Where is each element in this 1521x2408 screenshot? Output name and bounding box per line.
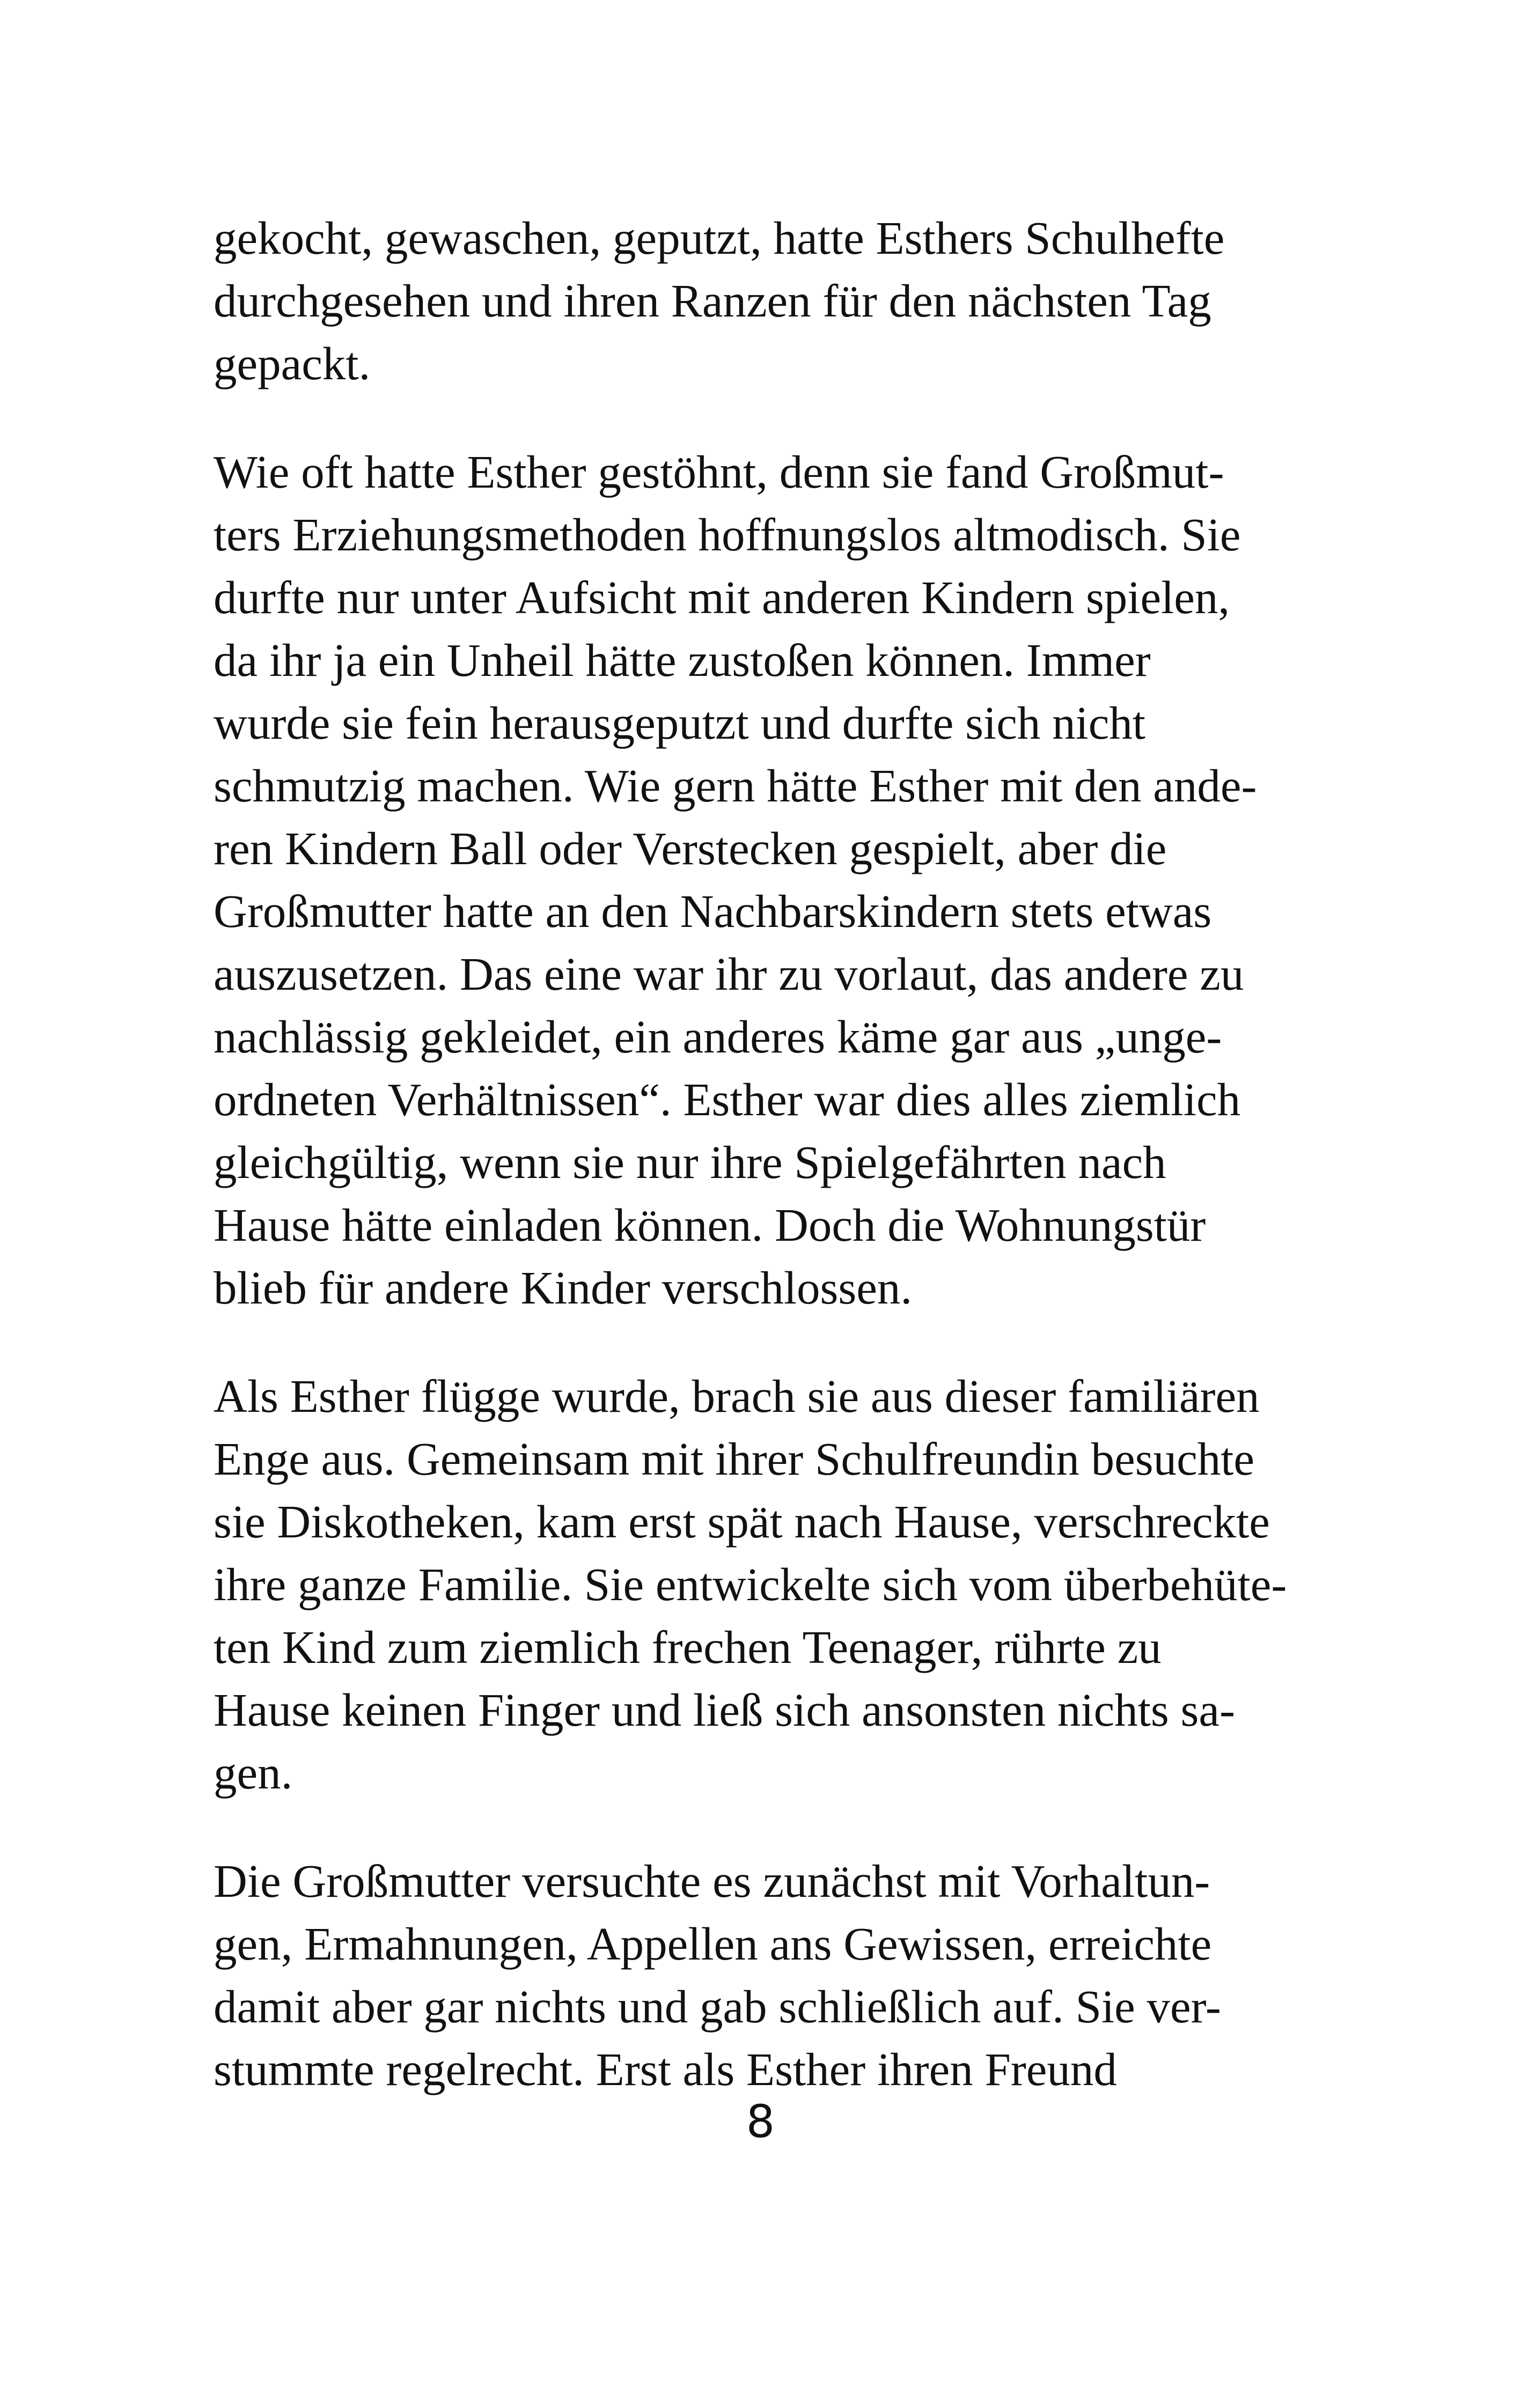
text-line: Großmutter hatte an den Nachbarskindern stets etwas (214, 885, 1212, 937)
page-number: 8 (746, 2095, 775, 2148)
text-line: Wie oft hatte Esther gestöhnt, denn sie fand Großmut- (214, 446, 1224, 498)
text-line: ihre ganze Familie. Sie entwickelte sich vom überbehüte- (214, 1558, 1287, 1610)
text-line: stummte regelrecht. Erst als Esther ihren Freund (214, 2043, 1117, 2095)
text-line: wurde sie fein herausgeputzt und durfte sich nicht (214, 697, 1146, 749)
text-line: damit aber gar nichts und gab schließlich auf. Sie ver- (214, 1980, 1221, 2033)
text-line: ordneten Verhältnissen“. Esther war dies alles ziemlich (214, 1073, 1241, 1125)
paragraph-4 (214, 1850, 1308, 2101)
text-line: blieb für andere Kinder verschlossen. (214, 1262, 913, 1314)
text-line: Hause keinen Finger und ließ sich ansonsten nichts sa- (214, 1684, 1235, 1736)
text-line: durfte nur unter Aufsicht mit anderen Kindern spielen, (214, 571, 1230, 623)
text-line: Die Großmutter versuchte es zunächst mit Vorhaltun- (214, 1855, 1210, 1907)
text-line: Hause hätte einladen können. Doch die Wohnungstür (214, 1199, 1206, 1251)
text-line: gekocht, gewaschen, geputzt, hatte Esthers Schulhefte (214, 212, 1225, 264)
text-line: sie Diskotheken, kam erst spät nach Hause, verschreckte (214, 1496, 1270, 1548)
paragraph-3 (214, 1365, 1308, 1804)
text-line: durchgesehen und ihren Ranzen für den nächsten Tag (214, 275, 1211, 327)
text-line: gepackt. (214, 337, 371, 389)
body-text (214, 207, 1308, 2146)
text-line: Enge aus. Gemeinsam mit ihrer Schulfreundin besuchte (214, 1433, 1255, 1485)
text-line: ten Kind zum ziemlich frechen Teenager, rührte zu (214, 1621, 1162, 1673)
text-line: schmutzig machen. Wie gern hätte Esther mit den ande- (214, 760, 1257, 812)
text-line: gen. (214, 1747, 293, 1799)
text-line: nachlässig gekleidet, ein anderes käme gar aus „unge- (214, 1011, 1222, 1063)
paragraph-1 (214, 207, 1308, 395)
text-line: ters Erziehungsmethoden hoffnungslos altmodisch. Sie (214, 509, 1241, 561)
text-line: Als Esther flügge wurde, brach sie aus dieser familiären (214, 1370, 1260, 1422)
text-line: auszusetzen. Das eine war ihr zu vorlaut, das andere zu (214, 948, 1244, 1000)
text-line: da ihr ja ein Unheil hätte zustoßen können. Immer (214, 634, 1151, 686)
text-line: ren Kindern Ball oder Verstecken gespielt, aber die (214, 822, 1167, 874)
text-line: gleichgültig, wenn sie nur ihre Spielgefährten nach (214, 1136, 1166, 1188)
paragraph-2 (214, 440, 1308, 1319)
text-line: gen, Ermahnungen, Appellen ans Gewissen, erreichte (214, 1918, 1212, 1970)
